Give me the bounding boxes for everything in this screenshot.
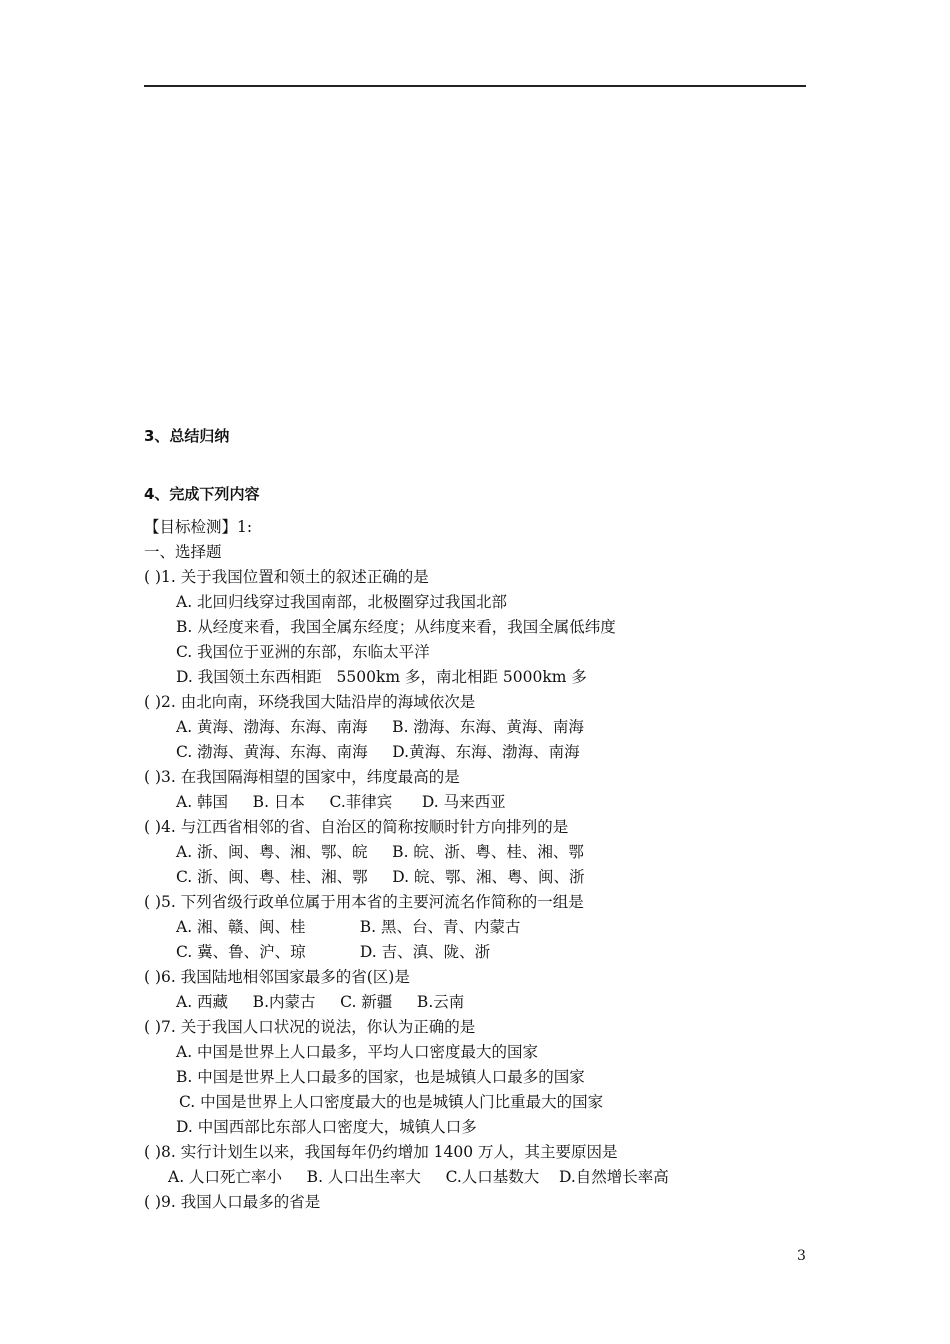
question-7-option-d: D. 中国西部比东部人口密度大，城镇人口多 — [176, 1118, 477, 1136]
question-1-option-a: A. 北回归线穿过我国南部，北极圈穿过我国北部 — [176, 593, 508, 611]
question-9-stem: ( )9. 我国人口最多的省是 — [144, 1193, 321, 1211]
question-1-stem: ( )1. 关于我国位置和领土的叙述正确的是 — [144, 568, 429, 586]
question-7-option-c: C. 中国是世界上人口密度最大的也是城镇人门比重最大的国家 — [179, 1093, 604, 1111]
target-heading: 【目标检测】1: — [144, 518, 253, 536]
header-rule — [144, 85, 806, 87]
question-5-stem: ( )5. 下列省级行政单位属于用本省的主要河流名作简称的一组是 — [144, 893, 584, 911]
question-3-options: A. 韩国 B. 日本 C.菲律宾 D. 马来西亚 — [176, 793, 506, 811]
question-2-options-cd: C. 渤海、黄海、东海、南海 D.黄海、东海、渤海、南海 — [176, 743, 580, 761]
question-7-option-a: A. 中国是世界上人口最多，平均人口密度最大的国家 — [176, 1043, 539, 1061]
question-7-stem: ( )7. 关于我国人口状况的说法，你认为正确的是 — [144, 1018, 476, 1036]
question-4-options-cd: C. 浙、闽、粤、桂、湘、鄂 D. 皖、鄂、湘、粤、闽、浙 — [176, 868, 585, 886]
question-1-option-b: B. 从经度来看，我国全属东经度；从纬度来看，我国全属低纬度 — [176, 618, 616, 636]
question-8-options: A. 人口死亡率小 B. 人口出生率大 C.人口基数大 D.自然增长率高 — [168, 1168, 669, 1186]
question-1-option-d: D. 我国领土东西相距 5500km 多，南北相距 5000km 多 — [176, 668, 587, 686]
question-4-options-ab: A. 浙、闽、粤、湘、鄂、皖 B. 皖、浙、粤、桂、湘、鄂 — [176, 843, 584, 861]
question-2-stem: ( )2. 由北向南，环绕我国大陆沿岸的海域依次是 — [144, 693, 476, 711]
section-summary: 3、总结归纳 — [144, 427, 230, 445]
page-number: 3 — [797, 1248, 806, 1264]
question-5-options-ab: A. 湘、赣、闽、桂 B. 黑、台、青、内蒙古 — [176, 918, 521, 936]
question-4-stem: ( )4. 与江西省相邻的省、自治区的简称按顺时针方向排列的是 — [144, 818, 569, 836]
question-3-stem: ( )3. 在我国隔海相望的国家中，纬度最高的是 — [144, 768, 460, 786]
question-2-options-ab: A. 黄海、渤海、东海、南海 B. 渤海、东海、黄海、南海 — [176, 718, 584, 736]
question-8-stem: ( )8. 实行计划生以来，我国每年仍约增加 1400 万人，其主要原因是 — [144, 1143, 618, 1161]
question-1-option-c: C. 我国位于亚洲的东部，东临太平洋 — [176, 643, 430, 661]
question-7-option-b: B. 中国是世界上人口最多的国家，也是城镇人口最多的国家 — [176, 1068, 585, 1086]
question-6-options: A. 西藏 B.内蒙古 C. 新疆 B.云南 — [176, 993, 465, 1011]
question-6-stem: ( )6. 我国陆地相邻国家最多的省(区)是 — [144, 968, 410, 986]
question-5-options-cd: C. 冀、鲁、沪、琼 D. 吉、滇、陇、浙 — [176, 943, 491, 961]
part-one-heading: 一、选择题 — [144, 543, 222, 561]
section-complete: 4、完成下列内容 — [144, 485, 260, 503]
